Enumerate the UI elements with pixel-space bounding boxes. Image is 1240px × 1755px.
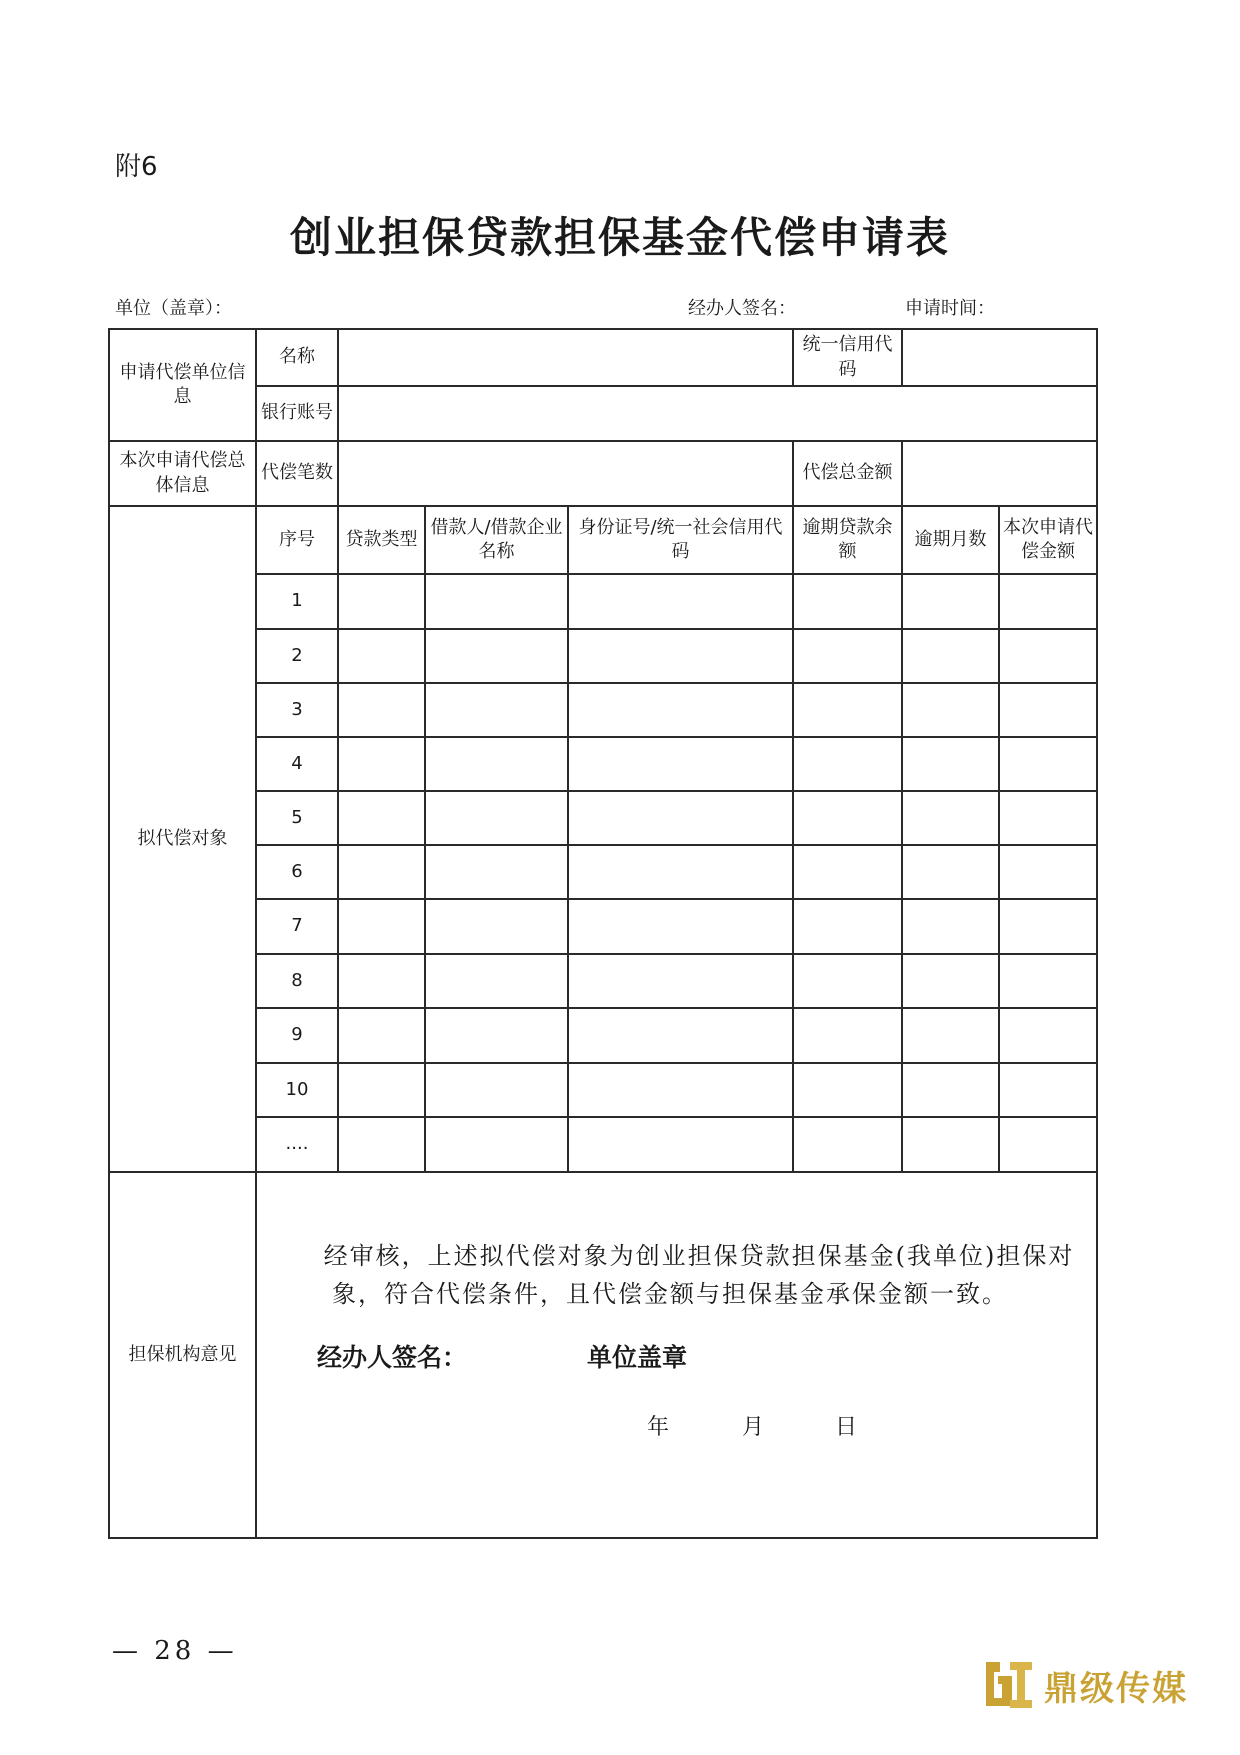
column-header: 序号	[256, 506, 338, 574]
cell-input[interactable]	[902, 845, 999, 899]
count-field[interactable]	[338, 441, 793, 506]
row-number: 8	[256, 954, 338, 1008]
attachment-label: 附6	[115, 152, 158, 182]
total-field[interactable]	[902, 441, 1097, 506]
date-month: 月	[742, 1415, 765, 1440]
cell-input[interactable]	[999, 1008, 1097, 1063]
row-number: 10	[256, 1063, 338, 1117]
cell-input[interactable]	[568, 899, 793, 954]
cell-input[interactable]	[425, 1117, 568, 1172]
row-number: 5	[256, 791, 338, 845]
name-field[interactable]	[338, 329, 793, 386]
row-number: 7	[256, 899, 338, 954]
table-row	[109, 954, 1097, 1008]
cell-input[interactable]	[568, 1063, 793, 1117]
row-number: 3	[256, 683, 338, 737]
cell-input[interactable]	[338, 954, 425, 1008]
cell-input[interactable]	[338, 791, 425, 845]
cell-input[interactable]	[793, 899, 902, 954]
row-number: 1	[256, 574, 338, 629]
cell-input[interactable]	[338, 1063, 425, 1117]
cell-input[interactable]	[902, 1117, 999, 1172]
table-row	[109, 791, 1097, 845]
cell-input[interactable]	[425, 899, 568, 954]
cell-input[interactable]	[902, 899, 999, 954]
column-header: 身份证号/统一社会信用代码	[568, 506, 793, 574]
row-number: 9	[256, 1008, 338, 1063]
column-header: 逾期月数	[902, 506, 999, 574]
cell-input[interactable]	[793, 574, 902, 629]
page-number: — 28 —	[112, 1636, 238, 1666]
cell-input[interactable]	[999, 954, 1097, 1008]
row-number: 4	[256, 737, 338, 791]
cell-input[interactable]	[999, 629, 1097, 683]
table-row	[109, 899, 1097, 954]
table-row	[109, 845, 1097, 899]
section-objects: 拟代偿对象	[109, 506, 256, 1172]
table-row	[109, 683, 1097, 737]
row-number: ....	[256, 1117, 338, 1172]
cell-input[interactable]	[999, 737, 1097, 791]
cell-input[interactable]	[793, 629, 902, 683]
credit-code-field[interactable]	[902, 329, 1097, 386]
count-label: 代偿笔数	[256, 441, 338, 506]
table-row	[109, 1117, 1097, 1172]
unit-seal-label: 单位（盖章）：	[115, 298, 232, 319]
cell-input[interactable]	[793, 791, 902, 845]
cell-input[interactable]	[338, 845, 425, 899]
name-label: 名称	[256, 329, 338, 386]
cell-input[interactable]	[568, 1117, 793, 1172]
cell-input[interactable]	[425, 845, 568, 899]
section-applicant-info: 申请代偿单位信息	[109, 329, 256, 441]
opinion-sign-label: 经办人签名：	[317, 1343, 468, 1372]
opinion-area	[256, 1172, 1097, 1538]
column-header: 本次申请代偿金额	[999, 506, 1097, 574]
cell-input[interactable]	[999, 683, 1097, 737]
cell-input[interactable]	[425, 629, 568, 683]
cell-input[interactable]	[425, 954, 568, 1008]
row-number: 6	[256, 845, 338, 899]
cell-input[interactable]	[793, 954, 902, 1008]
cell-input[interactable]	[568, 954, 793, 1008]
cell-input[interactable]	[338, 1008, 425, 1063]
cell-input[interactable]	[793, 1117, 902, 1172]
cell-input[interactable]	[568, 683, 793, 737]
cell-input[interactable]	[425, 574, 568, 629]
cell-input[interactable]	[338, 629, 425, 683]
cell-input[interactable]	[568, 1008, 793, 1063]
cell-input[interactable]	[902, 683, 999, 737]
handler-sign-label: 经办人签名：	[688, 298, 796, 319]
column-header: 贷款类型	[338, 506, 425, 574]
cell-input[interactable]	[793, 845, 902, 899]
cell-input[interactable]	[999, 791, 1097, 845]
brand-watermark	[980, 1655, 1188, 1715]
form-title: 创业担保贷款担保基金代偿申请表	[289, 213, 950, 262]
opinion-seal-label: 单位盖章	[587, 1343, 688, 1372]
cell-input[interactable]	[568, 629, 793, 683]
table-row	[109, 737, 1097, 791]
cell-input[interactable]	[338, 683, 425, 737]
cell-input[interactable]	[793, 683, 902, 737]
cell-input[interactable]	[793, 1063, 902, 1117]
credit-code-label: 统一信用代码	[793, 329, 902, 386]
cell-input[interactable]	[793, 1008, 902, 1063]
table-row	[109, 574, 1097, 629]
cell-input[interactable]	[568, 791, 793, 845]
cell-input[interactable]	[425, 737, 568, 791]
cell-input[interactable]	[793, 737, 902, 791]
cell-input[interactable]	[902, 791, 999, 845]
total-label: 代偿总金额	[793, 441, 902, 506]
column-header: 逾期贷款余额	[793, 506, 902, 574]
brand-name: 鼎级传媒	[1044, 1668, 1188, 1709]
apply-time-label: 申请时间：	[905, 298, 995, 319]
date-year: 年	[647, 1415, 670, 1440]
cell-input[interactable]	[999, 899, 1097, 954]
cell-input[interactable]	[568, 574, 793, 629]
cell-input[interactable]	[425, 683, 568, 737]
cell-input[interactable]	[902, 737, 999, 791]
cell-input[interactable]	[999, 1063, 1097, 1117]
cell-input[interactable]	[425, 791, 568, 845]
table-row	[109, 1063, 1097, 1117]
cell-input[interactable]	[425, 1008, 568, 1063]
opinion-text: 经审核，上述拟代偿对象为创业担保贷款担保基金(我单位)担保对象，符合代偿条件，且代偿金额与担保基金承保金额一致。	[323, 1242, 1075, 1309]
cell-input[interactable]	[338, 1117, 425, 1172]
cell-input[interactable]	[902, 1063, 999, 1117]
application-form-table	[108, 328, 1098, 1539]
cell-input[interactable]	[568, 845, 793, 899]
bank-account-label: 银行账号	[256, 386, 338, 441]
cell-input[interactable]	[999, 845, 1097, 899]
cell-input[interactable]	[902, 574, 999, 629]
column-header: 借款人/借款企业名称	[425, 506, 568, 574]
brand-logo-icon	[980, 1656, 1038, 1714]
cell-input[interactable]	[902, 629, 999, 683]
cell-input[interactable]	[999, 1117, 1097, 1172]
date-day: 日	[835, 1415, 858, 1440]
cell-input[interactable]	[902, 1008, 999, 1063]
table-row	[109, 629, 1097, 683]
cell-input[interactable]	[425, 1063, 568, 1117]
cell-input[interactable]	[338, 737, 425, 791]
cell-input[interactable]	[568, 737, 793, 791]
table-row	[109, 1008, 1097, 1063]
cell-input[interactable]	[902, 954, 999, 1008]
row-number: 2	[256, 629, 338, 683]
bank-account-field[interactable]	[338, 386, 1097, 441]
section-opinion: 担保机构意见	[109, 1172, 256, 1538]
section-overall-info: 本次申请代偿总体信息	[109, 441, 256, 506]
cell-input[interactable]	[338, 574, 425, 629]
cell-input[interactable]	[338, 899, 425, 954]
cell-input[interactable]	[999, 574, 1097, 629]
